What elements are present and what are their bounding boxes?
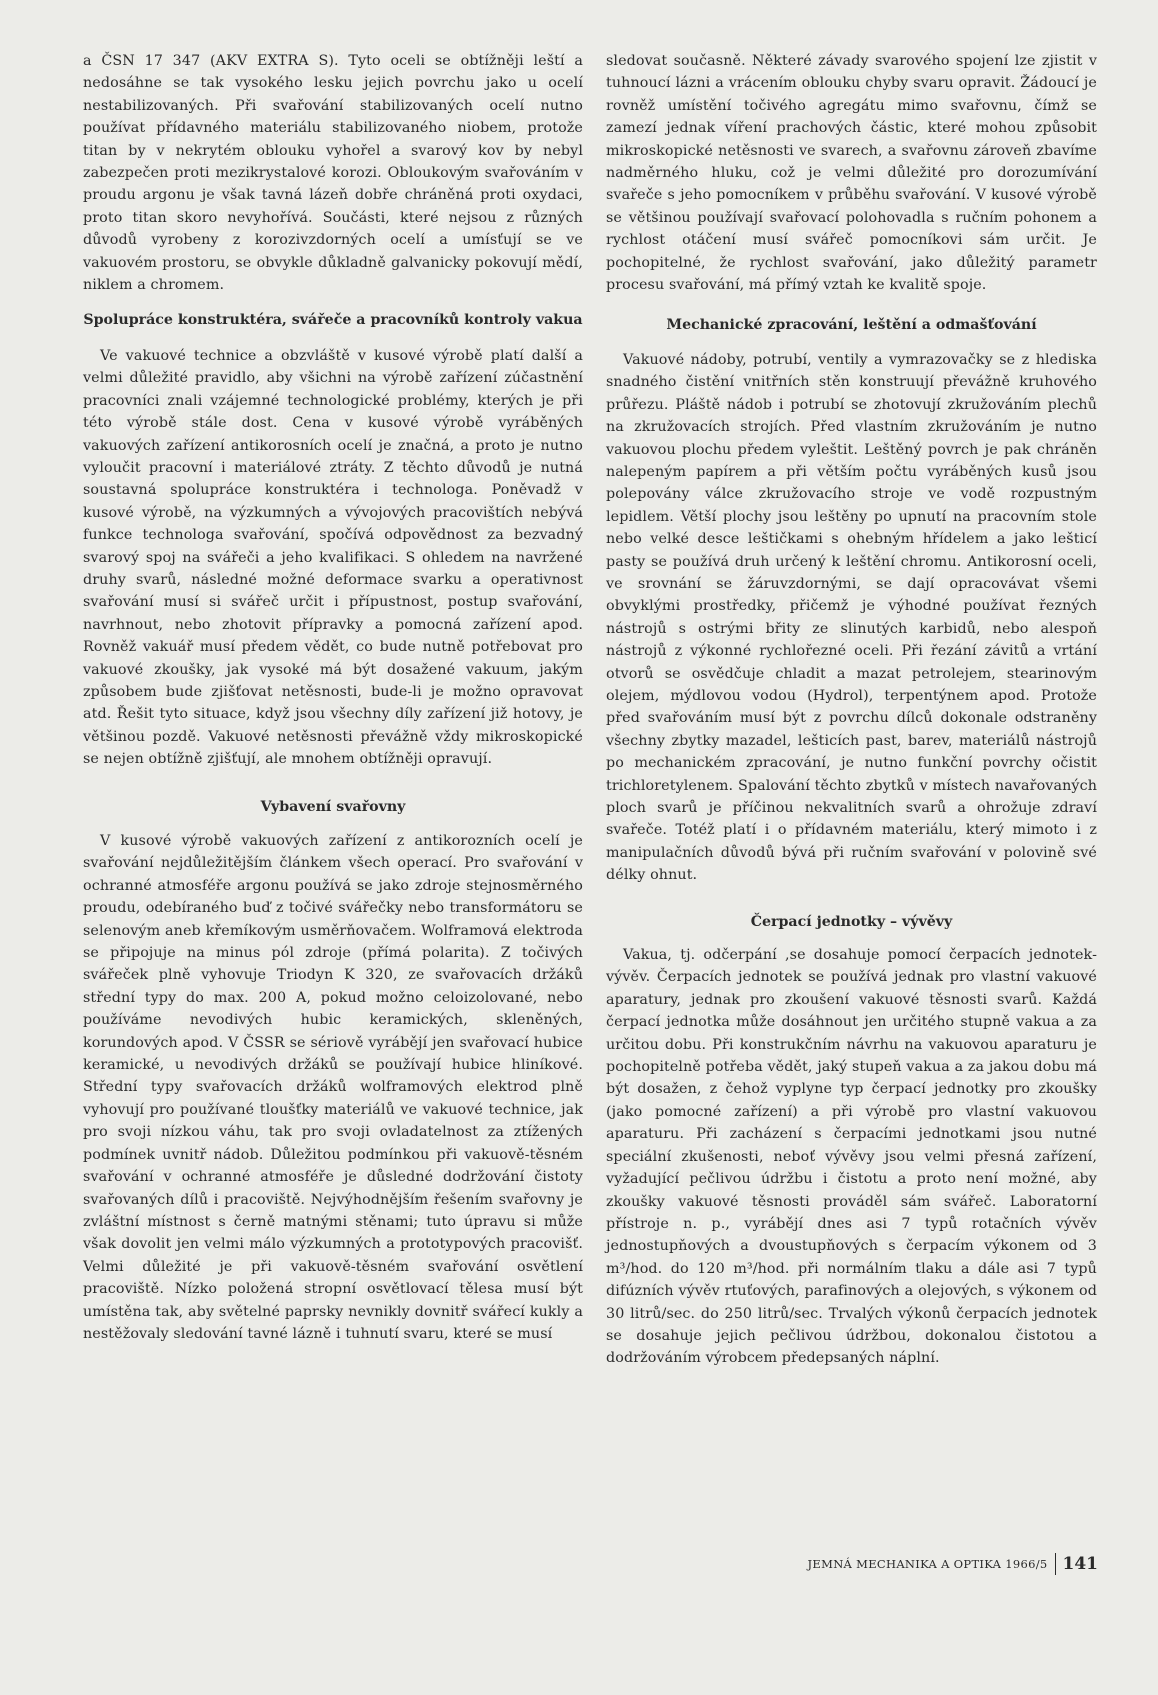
paragraph: sledovat současně. Některé závady svarového spojení lze zjistit v tuhnoucí lázni a vrácením oblouku chyby svaru opravit. Žádoucí je rovněž umístění točivého agregátu mimo svařovnu, čímž se zamezí jednak víření prachových částic, které mohou způsobit mikroskopické netěsnosti ve svarech, a svařovnu zároveň zbavíme nadměrného hluku, což je velmi důležité pro dorozumívání svařeče s jeho pomocníkem v průběhu svařování. V kusové výrobě se většinou používají svařovací polohovadla s ručním pohonem a rychlost otáčení musí svářeč pomocníkovi sám určit. Je pochopitelné, že rychlost svařování, jako důležitý parametr procesu svařování, má přímý vztah ke kvalitě spoje. — [606, 53, 1097, 294]
page-footer — [808, 1553, 1098, 1575]
page-number: 141 — [1062, 1554, 1098, 1574]
section-heading: Čerpací jednotky – vývěvy — [750, 913, 953, 930]
section-heading: Mechanické zpracování, leštění a odmašťování — [666, 317, 1037, 334]
paragraph: Ve vakuové technice a obzvláště v kusové výrobě platí další a velmi důležité pravidlo, aby všichni na výrobě zařízení zúčastnění pracovníci znali vzájemné technologické problémy, kterých je při této výrobě stále dost. Cena v kusové výrobě vyráběných vakuových zařízení antikorosních ocelí je značná, a proto je nutno vyloučit pracovní i materiálové ztráty. Z těchto důvodů je nutná soustavná spolupráce konstruktéra i technologa. Poněvadž v kusové výrobě, na výzkumných a vývojových pracovištích nebývá funkce technologa svařování, spočívá odpovědnost za bezvadný svarový spoj na svářeči a jeho kvalifikaci. S ohledem na navržené druhy svarů, následné možné deformace svarku a operativnost svařování musí si svářeč určit i přípustnost, postup svařování, navrhnout, nebo zhotovit přípravky a pomocná zařízení apod. Rovněž vakuář musí předem vědět, co bude nutně potřebovat pro vakuové zkoušky, jak vysoké má být dosažené vakuum, jakým způsobem bude zjišťovat netěsnosti, bude-li je možno opravovat atd. Řešit tyto situace, když jsou všechny díly zařízení již hotovy, je většinou pozdě. Vakuové netěsnosti převážně vždy mikroskopické se nejen obtížně zjišťují, ale mnohem obtížněji opravují. — [83, 347, 583, 768]
journal-name: JEMNÁ MECHANIKA A OPTIKA 1966/5 — [807, 1557, 1048, 1571]
footer-divider — [1055, 1553, 1056, 1575]
right-column — [606, 50, 1097, 1370]
section-heading: Spolupráce konstruktéra, svářeče a pracovníků kontroly vakua — [83, 312, 583, 329]
paragraph: Vakua, tj. odčerpání ,se dosahuje pomocí čerpacích jednotek-vývěv. Čerpacích jednotek se používá jednak pro vlastní vakuové aparatury, jednak pro zkoušení vakuové těsnosti svarů. Každá čerpací jednotka může dosáhnout jen určitého stupně vakua a za určitou dobu. Při konstrukčním návrhu na vakuovou aparaturu je pochopitelně potřeba vědět, jaký stupeň vakua a za jakou dobu má být dosažen, z čehož vyplyne typ čerpací jednotky pro zkoušky (jako pomocné zařízení) a při výrobě pro vlastní vakuovou aparaturu. Při zacházení s čerpacími jednotkami jsou nutné speciální zkušenosti, neboť vývěvy jsou velmi přesná zařízení, vyžadující pečlivou údržbu i čistotu a proto není možné, aby zkoušky vakuové těsnosti prováděl sám svářeč. Laboratorní přístroje n. p., vyrábějí dnes asi 7 typů rotačních vývěv jednostupňových a dvoustupňových s čerpacím výkonem od 3 m³/hod. do 120 m³/hod. při normálním tlaku a dále asi 7 typů difúzních vývěv rtuťových, parafinových a olejových, s výkonem od 30 litrů/sec. do 250 litrů/sec. Trvalých výkonů čerpacích jednotek se dosahuje jejich pečlivou údržbou, dokonalou čistotou a dodržováním výrobcem předepsaných náplní. — [606, 947, 1097, 1367]
paragraph: Vakuové nádoby, potrubí, ventily a vymrazovačky se z hlediska snadného čistění vnitřních stěn konstruují převážně kruhového průřezu. Pláště nádob i potrubí se zhotovují zkružováním plechů na zkružovacích strojích. Před vlastním zkružováním je nutno vakuovou plochu předem vyleštit. Leštěný povrch je pak chráněn nalepeným papírem a při větším počtu vyráběných kusů jsou polepovány válce zkružovacího stroje ve vodě rozpustným lepidlem. Větší plochy jsou leštěny po upnutí na pracovním stole nebo velké desce leštičkami s ohebným hřídelem a jako lešticí pasty se používá druh určený k leštění chromu. Antikorosní oceli, ve srovnání se žáruvzdornými, se dají opracovávat všemi obvyklými prostředky, přičemž je výhodné používat řezných nástrojů s ostrými břity ze slinutých karbidů, nebo alespoň nástrojů z výkonné rychlořezné oceli. Při řezání závitů a vrtání otvorů se osvědčuje chladit a mazat petrolejem, stearinovým olejem, mýdlovou vodou (Hydrol), terpentýnem apod. Protože před svařováním musí být z povrchu dílců dokonale odstraněny všechny zbytky mazadel, lešticích past, barev, materiálů nástrojů po mechanickém zpracování, je nutno funkční povrchy očistit trichloretylenem. Spalování těchto zbytků v místech navařovaných ploch svarů je příčinou nekvalitních svarů a ohrožuje zdraví svařeče. Totéž platí i o přídavném materiálu, který mimoto i z manipulačních důvodů bývá při ručním svařování v polovině své délky ohnut. — [606, 351, 1097, 884]
paragraph: a ČSN 17 347 (AKV EXTRA S). Tyto oceli se obtížněji leští a nedosáhne se tak vysokého lesku jejich povrchu jako u ocelí nestabilizovaných. Při svařování stabilizovaných ocelí nutno používat přídavného materiálu stabilizovaného niobem, protože titan by v nekrytém oblouku vyhořel a svarový kov by nebyl zabezpečen proti mezikrystalové korozi. Obloukovým svařováním v proudu argonu je však tavná lázeň dobře chráněná proti oxydaci, proto titan skoro nevyhořívá. Součásti, které nejsou z různých důvodů vyrobeny z korozivzdorných ocelí a umísťují se ve vakuovém prostoru, se obvykle důkladně galvanicky pokovují mědí, niklem a chromem. — [83, 53, 583, 294]
paragraph: V kusové výrobě vakuových zařízení z antikorozních ocelí je svařování nejdůležitějším článkem všech operací. Pro svařování v ochranné atmosféře argonu používá se jako zdroje stejnosměrného proudu, odebíraného buď z točivé svářečky nebo transformátoru se selenovým aneb křemíkovým usměrňovačem. Wolframová elektroda se připojuje na minus pól zdroje (přímá polarita). Z točivých svářeček plně vyhovuje Triodyn K 320, ze svařovacích držáků střední typy do max. 200 A, pokud možno celoizolované, nebo používáme nevodivých hubic keramických, skleněných, korundových apod. V ČSSR se sériově vyrábějí jen svařovací hubice keramické, u nevodivých držáků se používají hubice hliníkové. Střední typy svařovacích držáků wolframových elektrod plně vyhovují pro používané tloušťky materiálů ve vakuové technice, jak pro svoji nízkou váhu, tak pro svoji ovladatelnost za ztížených podmínek uvnitř nádob. Důležitou podmínkou při vakuově-těsném svařování v ochranné atmosféře je důsledné dodržování čistoty svařovaných dílů i pracoviště. Nejvýhodnějším řešením svařovny je zvláštní místnost s černě matnými stěnami; tuto úpravu si může však dovolit jen velmi málo výzkumných a prototypových pracovišť. Velmi důležité je při vakuově-těsném svařování osvětlení pracoviště. Nízko položená stropní osvětlovací tělesa musí být umístěna tak, aby světelné paprsky nevnikly dovnitř svářecí kukly a nestěžovaly sledování tavné lázně i tuhnutí svaru, které se musí — [83, 833, 583, 1342]
section-heading: Vybavení svařovny — [260, 798, 406, 815]
left-column — [83, 50, 583, 1345]
